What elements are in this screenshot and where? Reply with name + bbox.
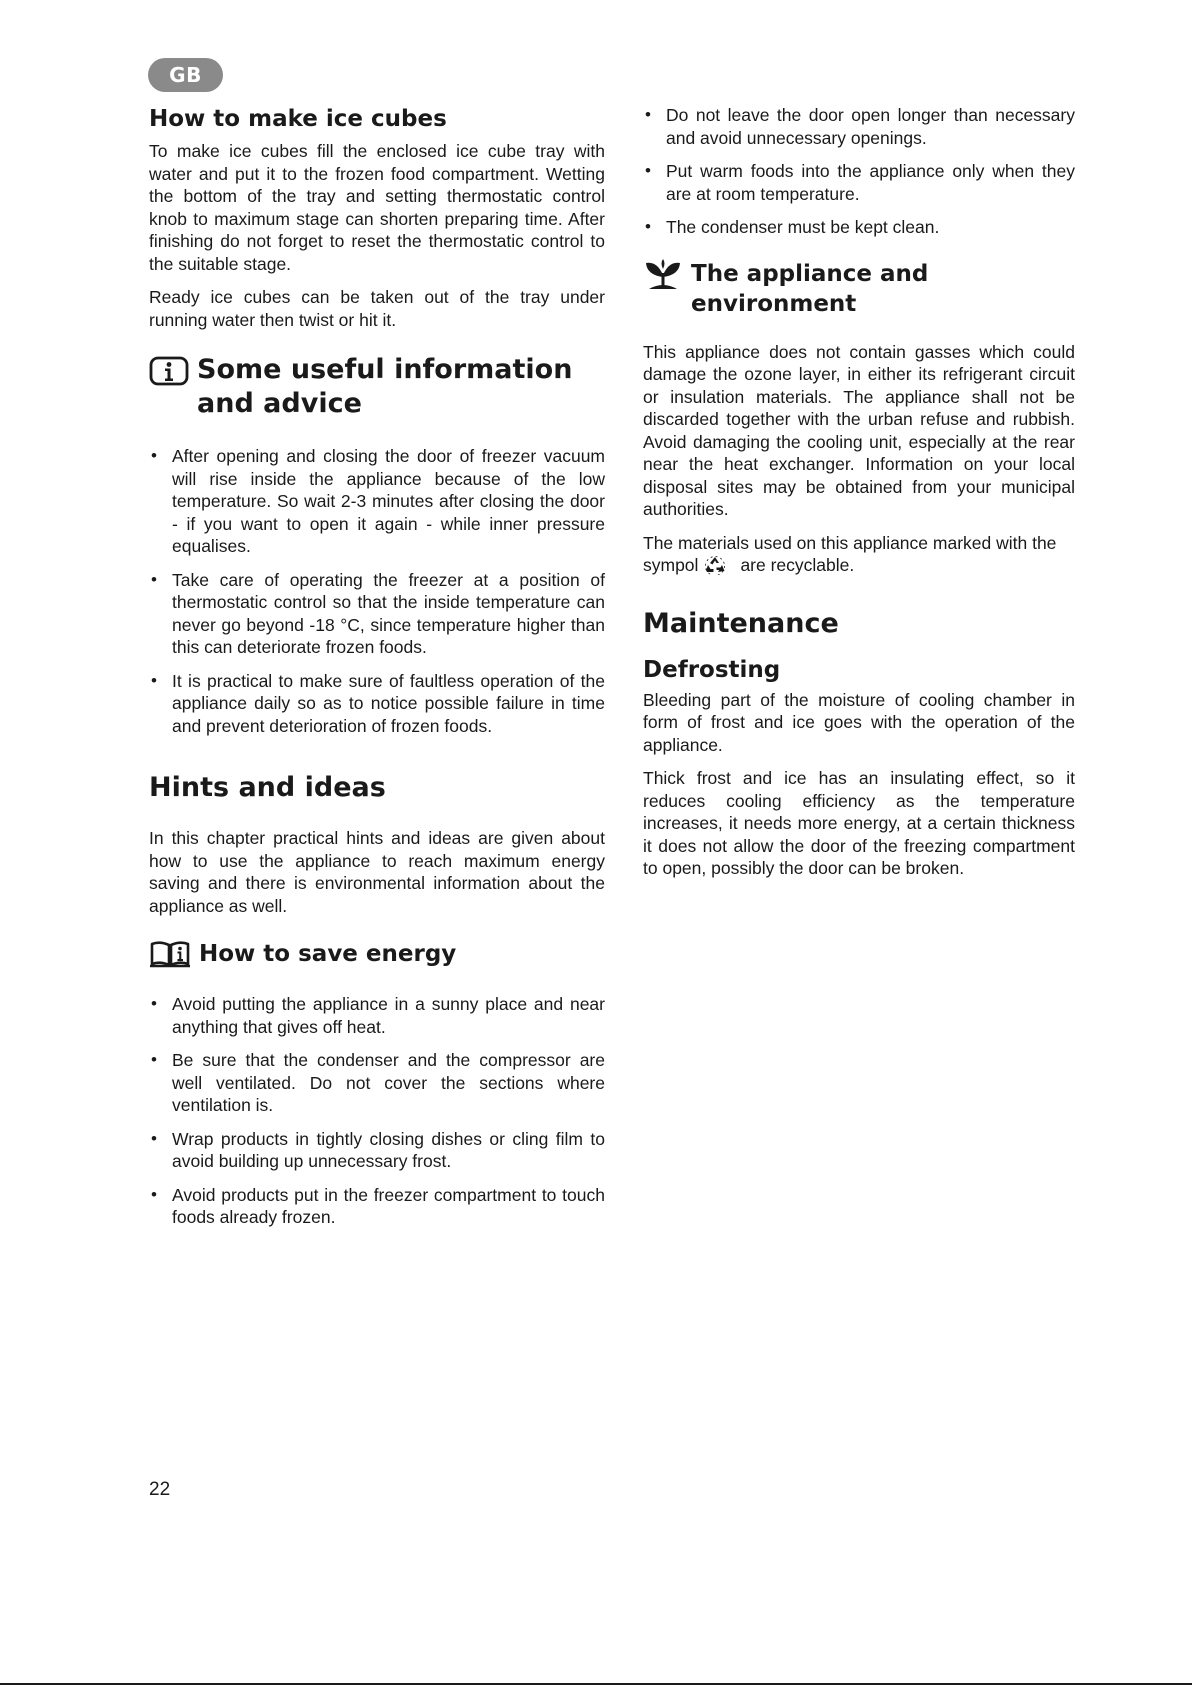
list-item-text: It is practical to make sure of faultless operation of the appliance daily so as to notice possible failure in time and prevent deterioration of frozen foods. [172,670,605,736]
environment-heading-row [643,259,1075,319]
list-item-text: Avoid putting the appliance in a sunny place and near anything that gives off heat. [172,994,605,1037]
list-item: • Put warm foods into the appliance only when they are at room temperature. [645,161,1075,204]
page-number: 22 [149,1479,171,1500]
environment-paragraph-2-end: are recyclable. [740,555,855,575]
left-column [149,104,605,1240]
list-item: • Be sure that the condenser and the compressor are well ventilated. Do not cover the sections where ventilation is. [151,1050,605,1115]
maintenance-heading: Maintenance [643,607,839,639]
environment-heading: The appliance and environment [691,260,929,317]
save-energy-heading: How to save energy [199,941,457,967]
list-item-text: The condenser must be kept clean. [666,217,940,237]
info-icon [149,356,189,391]
list-item: • Take care of operating the freezer at a position of thermostatic control so that the inside temperature can never go beyond -18 °C, since temperature higher than this can deteriorate frozen foods. [151,569,605,657]
defrosting-heading: Defrosting [643,656,781,683]
useful-info-heading: Some useful information and advice [197,354,573,419]
save-energy-list [149,993,605,1229]
right-column [643,104,1075,891]
list-item-text: Wrap products in tightly closing dishes or cling film to avoid building up unnecessary frost. [172,1128,605,1171]
hints-heading: Hints and ideas [149,772,386,803]
environment-paragraph-2-start: The materials used on this appliance marked with the sympol [643,532,1057,575]
leaf-icon [643,259,683,296]
hints-paragraph: In this chapter practical hints and ideas are given about how to use the appliance to reach maximum energy saving and there is environmental information about the appliance as well. [149,828,605,916]
list-item-text: After opening and closing the door of freezer vacuum will rise inside the appliance because of the low temperature. So wait 2-3 minutes after closing the door - if you want to open it again - while inner pressure equalises. [172,446,605,556]
list-item: • Avoid putting the appliance in a sunny place and near anything that gives off heat. [151,994,605,1037]
book-info-icon [149,940,191,973]
useful-info-list [149,445,605,737]
save-energy-list-continued [643,104,1075,239]
environment-paragraph-2 [643,532,1075,581]
list-item-text: Do not leave the door open longer than necessary and avoid unnecessary openings. [666,105,1075,148]
ice-cubes-paragraph-1: To make ice cubes fill the enclosed ice cube tray with water and put it to the frozen food compartment. Wetting the bottom of the tray and setting thermostatic control knob to maximum stage can shorten preparing time. After finishing do not forget to reset the thermostatic control to the suitable stage. [149,141,605,274]
list-item-text: Take care of operating the freezer at a position of thermostatic control so that the inside temperature can never go beyond -18 °C, since temperature higher than this can deteriorate frozen foods. [172,569,605,657]
list-item-text: Avoid products put in the freezer compartment to touch foods already frozen. [172,1184,605,1227]
list-item: • The condenser must be kept clean. [645,217,940,237]
list-item-text: Put warm foods into the appliance only when they are at room temperature. [666,161,1075,204]
list-item: • After opening and closing the door of freezer vacuum will rise inside the appliance because of the low temperature. So wait 2-3 minutes after closing the door - if you want to open it again - while inner pressure equalises. [151,446,605,556]
list-item-text: Be sure that the condenser and the compressor are well ventilated. Do not cover the sections where ventilation is. [172,1050,605,1115]
recycle-icon [704,555,726,581]
language-badge: GB [148,58,223,92]
environment-paragraph-1: This appliance does not contain gasses which could damage the ozone layer, in either its refrigerant circuit or insulation materials. The appliance shall not be discarded together with the urban refuse and rubbish. Avoid damaging the cooling unit, especially at the rear near the heat exchanger. Information on your local disposal sites may be obtained from your municipal authorities. [643,341,1075,519]
list-item: • Do not leave the door open longer than necessary and avoid unnecessary openings. [645,105,1075,148]
useful-info-heading-row [149,353,605,421]
defrosting-paragraph-2: Thick frost and ice has an insulating effect, so it reduces cooling efficiency as the temperature increases, it needs more energy, at a certain thickness it does not allow the door of the freezing compartment to open, possibly the door can be broken. [643,768,1075,878]
list-item: • Wrap products in tightly closing dishes or cling film to avoid building up unnecessary frost. [151,1128,605,1171]
list-item: • It is practical to make sure of faultless operation of the appliance daily so as to notice possible failure in time and prevent deterioration of frozen foods. [151,670,605,736]
defrosting-paragraph-1: Bleeding part of the moisture of cooling chamber in form of frost and ice goes with the operation of the appliance. [643,689,1075,755]
list-item: • Avoid products put in the freezer compartment to touch foods already frozen. [151,1184,605,1227]
ice-cubes-heading: How to make ice cubes [149,106,447,132]
save-energy-heading-row [149,939,605,973]
ice-cubes-paragraph-2: Ready ice cubes can be taken out of the tray under running water then twist or hit it. [149,287,605,330]
